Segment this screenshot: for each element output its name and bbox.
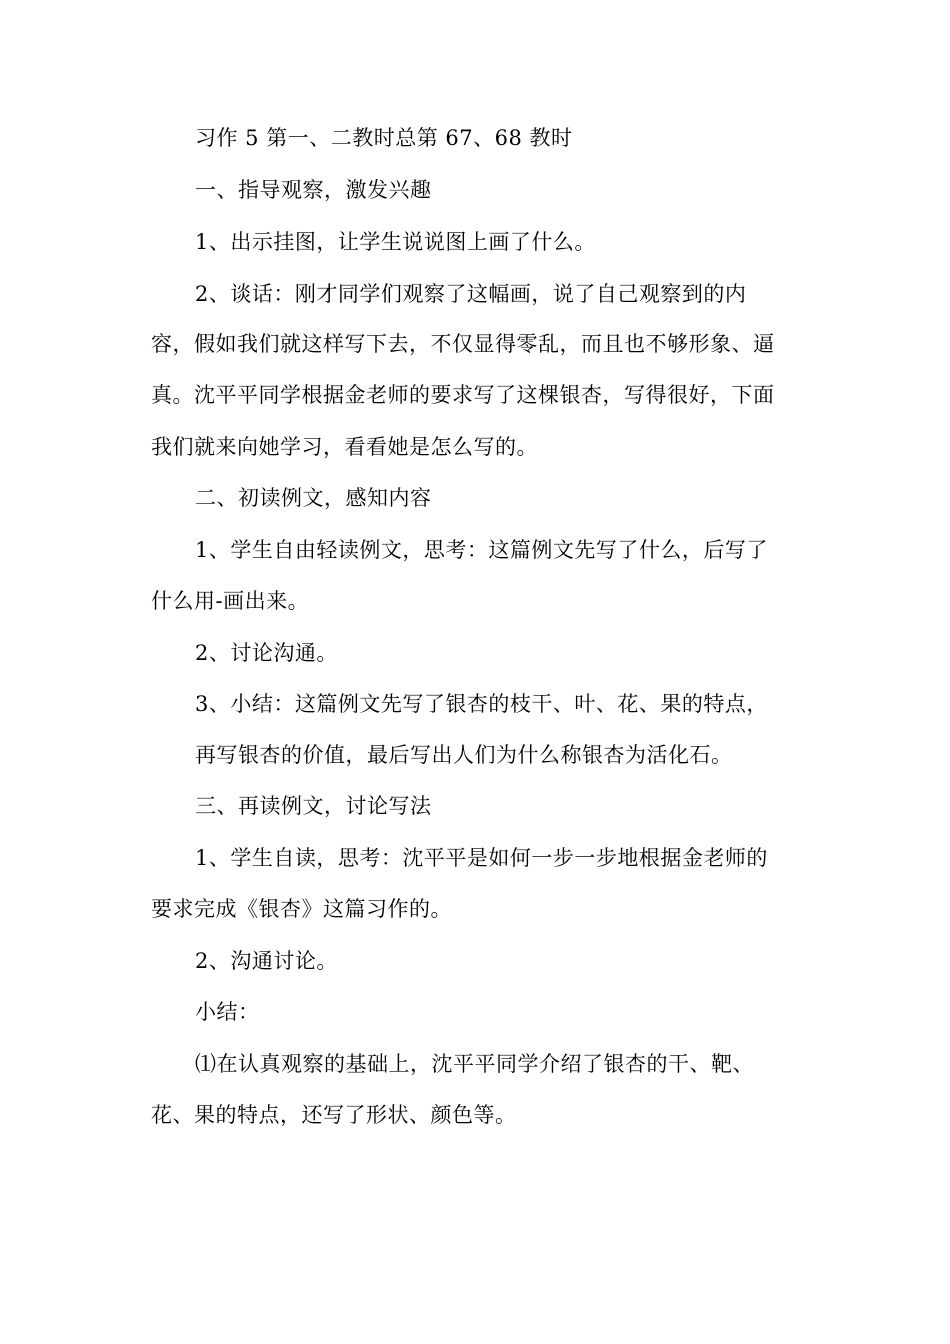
paragraph-line: ⑴在认真观察的基础上，沈平平同学介绍了银杏的干、靶、 xyxy=(195,1052,754,1076)
paragraph-line: 1、学生自读，思考：沈平平是如何一步一步地根据金老师的 xyxy=(195,846,768,870)
paragraph-line: 2、讨论沟通。 xyxy=(195,641,338,665)
paragraph-line: 真。沈平平同学根据金老师的要求写了这棵银杏，写得很好，下面 xyxy=(151,383,775,407)
paragraph-line: 花、果的特点，还写了形状、颜色等。 xyxy=(151,1103,517,1127)
section-heading-1: 一、指导观察，激发兴趣 xyxy=(195,178,432,202)
section-heading-3: 三、再读例文，讨论写法 xyxy=(195,794,432,818)
paragraph-line: 小结： xyxy=(195,1000,260,1024)
paragraph-line: 1、学生自由轻读例文，思考：这篇例文先写了什么，后写了 xyxy=(195,538,768,562)
paragraph-line: 要求完成《银杏》这篇习作的。 xyxy=(151,897,452,921)
paragraph-line: 2、谈话：刚才同学们观察了这幅画，说了自己观察到的内 xyxy=(195,282,747,306)
section-heading-2: 二、初读例文，感知内容 xyxy=(195,486,432,510)
paragraph-line: 再写银杏的价值，最后写出人们为什么称银杏为活化石。 xyxy=(195,743,733,767)
paragraph-line: 3、小结：这篇例文先写了银杏的枝干、叶、花、果的特点， xyxy=(195,692,768,716)
lesson-title: 习作 5 第一、二教时总第 67、68 教时 xyxy=(195,126,573,150)
paragraph-line: 我们就来向她学习，看看她是怎么写的。 xyxy=(151,435,538,459)
paragraph-line: 什么用-画出来。 xyxy=(151,589,310,613)
paragraph-line: 容，假如我们就这样写下去，不仅显得零乱，而且也不够形象、逼 xyxy=(151,332,775,356)
paragraph-line: 2、沟通讨论。 xyxy=(195,949,338,973)
paragraph-line: 1、出示挂图，让学生说说图上画了什么。 xyxy=(195,230,596,254)
